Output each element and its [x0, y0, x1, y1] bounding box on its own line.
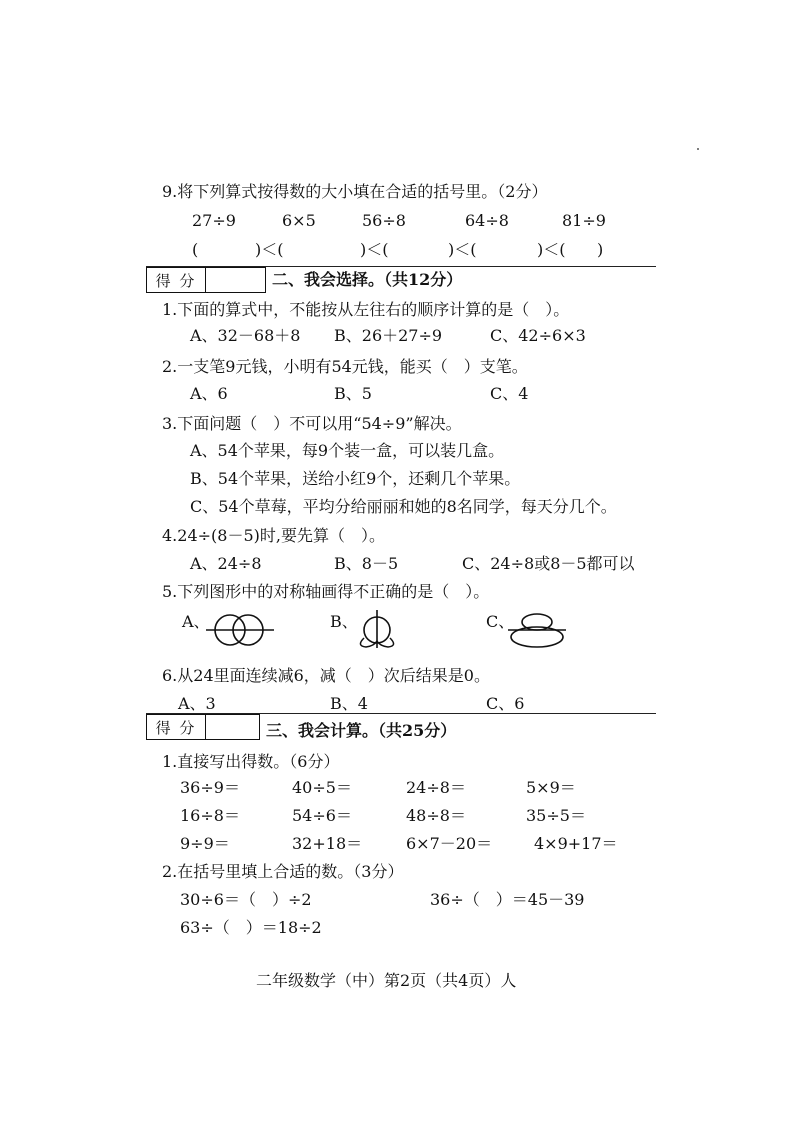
figure-c-stacked-ellipses — [506, 610, 568, 650]
s2-q6-text: 6.从24里面连续减6，减（ ）次后结果是0。 — [162, 666, 490, 685]
s3-calc-r2-c1: 16÷8＝ — [180, 806, 240, 825]
s3-calc-r3-c1: 9÷9＝ — [180, 834, 230, 853]
s3-calc-r3-c4: 4×9+17＝ — [534, 834, 618, 853]
s3-calc-r3-c3: 6×7－20＝ — [406, 834, 493, 853]
s2-q4-text: 4.24÷(8－5)时,要先算（ ）。 — [162, 526, 385, 545]
section2-score-box — [146, 267, 266, 293]
q9-expr-1: 27÷9 — [192, 211, 236, 230]
s3-calc-r2-c2: 54÷6＝ — [292, 806, 352, 825]
section2-score-label: 得 分 — [147, 268, 206, 292]
section3-score-box — [146, 714, 260, 740]
s2-q4-opt-c: C、24÷8或8－5都可以 — [462, 554, 635, 573]
s2-q6-opt-b: B、4 — [330, 694, 368, 713]
s3-q1-text: 1.直接写出得数。（6分） — [162, 752, 340, 771]
page-footer: 二年级数学（中）第2页（共4页）人 — [256, 971, 517, 990]
section3-score-label: 得 分 — [147, 715, 206, 739]
s3-calc-r1-c1: 36÷9＝ — [180, 778, 240, 797]
s2-q4-opt-a: A、24÷8 — [190, 554, 262, 573]
s2-q5-text: 5.下列图形中的对称轴画得不正确的是（ ）。 — [162, 582, 490, 601]
s2-q3-opt-b: B、54个苹果，送给小红9个，还剩几个苹果。 — [190, 469, 521, 488]
figure-a-two-circles — [204, 612, 276, 648]
q9-blank-open: ( — [192, 240, 199, 259]
s3-fill-3: 63÷（ ）＝18÷2 — [180, 918, 322, 937]
scan-speck — [697, 148, 699, 150]
s3-q2-text: 2.在括号里填上合适的数。（3分） — [162, 862, 404, 881]
s2-q6-opt-a: A、3 — [178, 694, 216, 713]
s2-q3-opt-a: A、54个苹果，每9个装一盒，可以装几盒。 — [190, 441, 505, 460]
q9-blank-lt-3: )＜( — [448, 240, 477, 259]
s2-q2-opt-a: A、6 — [190, 384, 228, 403]
q9-expr-3: 56÷8 — [362, 211, 406, 230]
q9-expr-5: 81÷9 — [562, 211, 606, 230]
s2-q3-opt-c: C、54个草莓，平均分给丽丽和她的8名同学，每天分几个。 — [190, 497, 617, 516]
s2-q4-opt-b: B、8－5 — [334, 554, 399, 573]
s3-calc-r2-c4: 35÷5＝ — [526, 806, 586, 825]
s2-q5-opt-a: A、 — [182, 612, 210, 631]
s2-q2-text: 2.一支笔9元钱，小明有54元钱，能买（ ）支笔。 — [162, 357, 528, 376]
section3-title: 三、我会计算。（共25分） — [266, 721, 457, 740]
q9-blank-close: ) — [597, 240, 604, 259]
q9-title: 9.将下列算式按得数的大小填在合适的括号里。（2分） — [162, 182, 548, 201]
q9-expr-4: 64÷8 — [465, 211, 509, 230]
q9-blank-lt-2: )＜( — [360, 240, 389, 259]
s2-q2-opt-b: B、5 — [334, 384, 372, 403]
s3-fill-2: 36÷（ ）＝45－39 — [430, 890, 585, 909]
s3-fill-1: 30÷6＝（ ）÷2 — [180, 890, 312, 909]
s2-q2-opt-c: C、4 — [490, 384, 529, 403]
section2-score-field[interactable] — [206, 268, 265, 292]
s2-q6-opt-c: C、6 — [486, 694, 525, 713]
s2-q1-text: 1.下面的算式中，不能按从左往右的顺序计算的是（ ）。 — [162, 300, 570, 319]
s3-calc-r1-c4: 5×9＝ — [526, 778, 576, 797]
s2-q5-opt-b: B、 — [330, 612, 358, 631]
s3-calc-r1-c3: 24÷8＝ — [406, 778, 466, 797]
q9-blank-lt-1: )＜( — [255, 240, 284, 259]
s3-calc-r1-c2: 40÷5＝ — [292, 778, 352, 797]
section3-score-field[interactable] — [206, 715, 259, 739]
s3-calc-r3-c2: 32+18＝ — [292, 834, 363, 853]
s2-q1-opt-b: B、26＋27÷9 — [334, 326, 443, 345]
q9-blank-lt-4: )＜( — [537, 240, 566, 259]
s2-q5-opt-c: C、 — [486, 612, 515, 631]
q9-expr-2: 6×5 — [282, 211, 316, 230]
s2-q1-opt-c: C、42÷6×3 — [490, 326, 586, 345]
section2-title: 二、我会选择。（共12分） — [272, 270, 463, 289]
s3-calc-r2-c3: 48÷8＝ — [406, 806, 466, 825]
s2-q1-opt-a: A、32－68＋8 — [190, 326, 301, 345]
figure-b-circle-loops — [352, 608, 402, 652]
s2-q3-text: 3.下面问题（ ）不可以用“54÷9”解决。 — [162, 414, 462, 433]
